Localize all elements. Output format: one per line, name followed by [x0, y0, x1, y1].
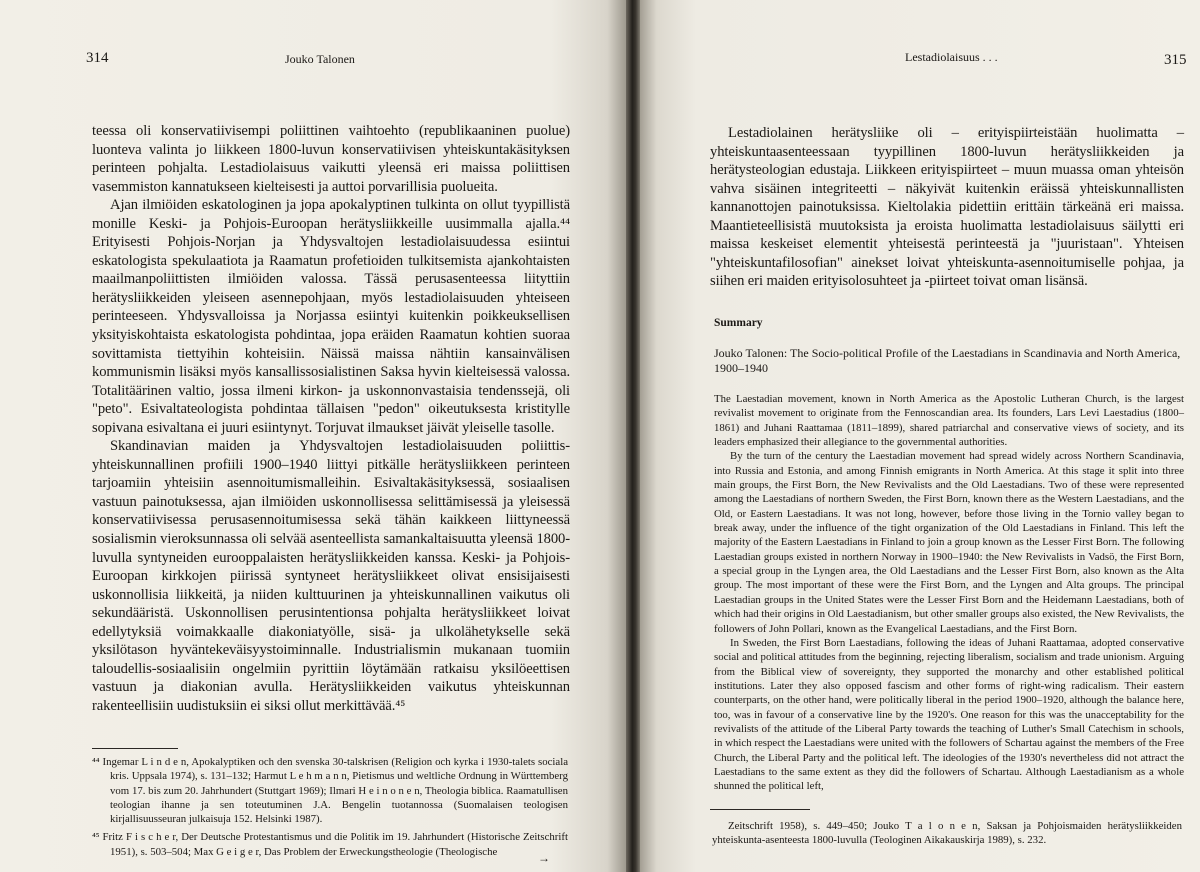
summary-title: Jouko Talonen: The Socio-political Profile of the Laestadians in Scandinavia and North America, 1900–1940: [714, 346, 1181, 375]
page-number: 315: [1164, 52, 1187, 68]
right-page: [640, 0, 1200, 872]
running-head: Lestadiolaisuus . . .: [905, 50, 998, 64]
paragraph: Ajan ilmiöiden eskatologinen ja jopa apokalyptinen tulkinta on ollut tyypillistä monille Keski- ja Pohjois-Euroopan herätysliikkeille uusimmalla ajalla.⁴⁴ Erityisesti Pohjois-Norjan ja Yhdysvaltojen lestadiolaisuudessa esiintui eskatologista spekulaatiota ja Raamatun profetioiden tulkitsemista ajankohtaisten maailmanpoliittisten ilmiöiden valossa. Tässä perusasenteessa liityttiin herätysliikkeiden yleiseen asennepohjaan, myös lestadiolaisuuden yhteiseen perinteeseen. Yhdysvalloissa ja Norjassa esiintyi kuitenkin poikkeuksellisen yksityiskohtaista eskatologista pohdintaa, jopa eräiden Raamatun kohtien suoraa sovittamista tiettyihin kohteisiin. Näissä maissa nähtiin kansainvälisen kommunismin lisäksi myös kansallissosialistinen Saksa hyvin kielteisessä valossa. Totalitäärinen valtio, jossa ilmeni kirkon- ja uskonnonvastaisia tendenssejä, oli "peto". Esivaltateologista pohdintaa tällaisen "pedon" oikeutuksesta kristitylle sopivana esivaltana ei juuri esiintynyt. Torjuvat ilmaukset jäivät yleiselle tasolle.: [92, 197, 570, 436]
summary-paragraph: The Laestadian movement, known in North America as the Apostolic Lutheran Church, is the largest revivalist movement to originate from the Fennoscandian area. Its founders, Lars Levi Laestadius (1800–1861) and Juhani Raattamaa (1811–1899), shared patriarchal and conservative views of society, and its leaders emphasized their allegiance to the governmental authorities.: [714, 393, 1184, 449]
footnote: ⁴⁵ Fritz F i s c h e r, Der Deutsche Protestantismus und die Politik im 19. Jahrhundert (Historische Zeitschrift 1951), s. 503–504; Max G e i g e r, Das Problem der Erweckungstheologie (Theologische: [92, 831, 568, 858]
paragraph: teessa oli konservatiivisempi poliittinen vaihtoehto (republikaaninen puolue) luonteva valinta jo liikkeen 1800-luvun konservatiivisen yhteiskuntakäsityksen perinteen pohjalta. Lestadiolaisuus vaikutti yleensä eri maissa poliittisen vasemmiston kannatukseen kielteisesti ja auttoi porvarillisia puolueita.: [92, 123, 570, 195]
footnote-divider: [92, 748, 178, 749]
paragraph: Lestadiolainen herätysliike oli – erityispiirteistään huolimatta – yhteiskuntaasenteessaan tyypillinen 1800-luvun herätysliikkeiden ja herätysteologian edustaja. Liikkeen erityispiirteet – muun muassa oman yhteisön vahva sisäinen integriteetti – näkyivät kuitenkin eräissä yhteiskunnallisten kannanottojen painotuksissa. Kieltolakia pidettiin erittäin tärkeänä eri maissa. Maantieteellisistä muutoksista ja eroista huolimatta lestadiolaisuus säilytti eri maissa keskeiset elementit yhteisestä perinteestä ja "juuristaan". Yhteisen "yhteiskuntafilosofian" ainekset loivat yhteiskunta-asennoitumiselle pohjaa, ja siihen eri maiden erityisolosuhteet ja -piirteet toivat oman lisänsä.: [710, 125, 1184, 290]
main-text: [710, 124, 1184, 291]
footnotes: [712, 819, 1182, 852]
summary-heading: Summary: [714, 317, 763, 329]
footnote-divider: [710, 809, 810, 810]
paragraph: Skandinavian maiden ja Yhdysvaltojen lestadiolaisuuden poliittis-yhteiskunnallinen profiili 1900–1940 liittyi pitkälle herätysliikkeen perinteen tarjoamiin yhteisiin asennoitumismalleihin. Esivaltakäsityksessä, sosiaalisen vastuun painotuksessa, ajan ilmiöiden uskonnollisessa selittämisessä ja yleisessä konservatiivisessa perusasennoitumisessa sekä tähän kaikkeen liittyneessä sosialismin vieroksunnassa oli selvää asenteellista samankaltaisuutta yleensä 1800-luvulla syntyneiden eurooppalaisten herätysliikkeiden kanssa. Keski- ja Pohjois-Euroopan kirkkojen piirissä syntyneet herätysliikkeet olivat ensisijaisesti uskonnollisia liikkeitä, ja niiden kulttuurinen ja yhteiskunnallinen vaikutus oli sekundääristä. Uskonnollisen perusintentionsa pohjalta herätysliikkeet loivat edellytyksiä voimakkaalle diakoniatyölle, sisä- ja ulkolähetykselle sekä yksilötason hyväntekeväisyystoiminnalle. Industrialismin mukanaan tuomiin taloudellis-sosiaalisiin ongelmiin pyrittiin löytämään ratkaisu yksilöeettisen vastuun ja diakonian avulla. Herätysliikkeiden vaikutus yhteiskunnan rakenteellisiin uudistuksiin ei siksi ollut merkittävää.⁴⁵: [92, 438, 570, 714]
footnote: Zeitschrift 1958), s. 449–450; Jouko T a l o n e n, Saksan ja Pohjoismaiden herätysliikkeiden yhteiskunta-asenteesta 1800-luvulla (Teologinen Aikakauskirja 1989), s. 232.: [712, 820, 1182, 847]
summary-paragraph: By the turn of the century the Laestadian movement had spread widely across Northern Scandinavia, into Russia and Estonia, and among Finnish emigrants in North America. At this stage it split into three main groups, the First Born, the New Revivalists and the Old Laestadians. Two of these were represented among the Laestadians of northern Sweden, the First Born, known there as the Western Laestadians, and the Old, or Eastern Laestadians. It was not long, however, before those living in the Tornio valley began to break away, under the influence of the tight organization of the Old Laestadians in Finland. This left the majority of the Eastern Laestadians in Finland to join a group known as the Lesser First Born. The following Laestadian groups existed in northern Norway in 1900–1940: the New Revivalists in Vadsö, the First Born, a special group in the Lyngen area, the Old Laestadians and the Lesser First Born, also known as the Alta group. The most important of these were the First Born, and the Lyngen and Alta groups. The principal Laestadian groups in the United States were the Lesser First Born and the Heidemann Laestadians, both of which had their origins in Old Laestadianism, but other smaller groups also existed, the New Revivalists, the followers of John Pollari, known as the Evangelical Laestadians, and the First Born.: [714, 450, 1184, 635]
footnotes: [92, 755, 568, 863]
book-gutter: [626, 0, 640, 872]
continuation-arrow-icon: →: [538, 851, 550, 865]
page-number: 314: [86, 50, 109, 66]
running-head: Jouko Talonen: [285, 52, 355, 66]
footnote: ⁴⁴ Ingemar L i n d e n, Apokalyptiken och den svenska 30-talskrisen (Religion och kyrka i 1930-talets sociala kris. Uppsala 1974), s. 131–132; Harmut L e h m a n n, Pietismus und weltliche Ordnung in Württemberg vom 17. bis zum 20. Jahrhundert (Stuttgart 1969); Ilmari H e i n o n e n, Theologia biblica. Raamatullisen teologian ihanne ja sen toteutuminen J.A. Bengelin tuotannossa (Suomalaisen teologisen kirjallisuusseuran julkaisuja 152. Helsinki 1987).: [92, 756, 568, 826]
summary-text: [714, 392, 1184, 794]
main-text: [92, 122, 570, 716]
summary-paragraph: In Sweden, the First Born Laestadians, following the ideas of Juhani Raattamaa, adopted conservative social and political attitudes from the beginning, rejecting liberalism, socialism and trade unionism. Arguing from the Biblical view of sovereignty, they supported the monarchy and other established political institutions. Later they also opposed fascism and other forms of right-wing radicalism. Their eastern counterparts, on the other hand, were politically liberal in the period 1900–1920, although the balance here, too, was in favour of a conservative line by the 1920's. One reason for this was the unacceptability for the revivalists of the attitude of the Liberal Party towards the teaching of Luther's Small Catechism in schools, in which respect the Laestadians were united with the followers of Schartau against the members of the Free Church, the Liberal Party and the political left. The ideologies of the 1930's nevertheless did not attract the Laestadians to the same extent as they did the followers of Schartau. Although Laestadianism as a whole shunned the political left,: [714, 636, 1184, 793]
